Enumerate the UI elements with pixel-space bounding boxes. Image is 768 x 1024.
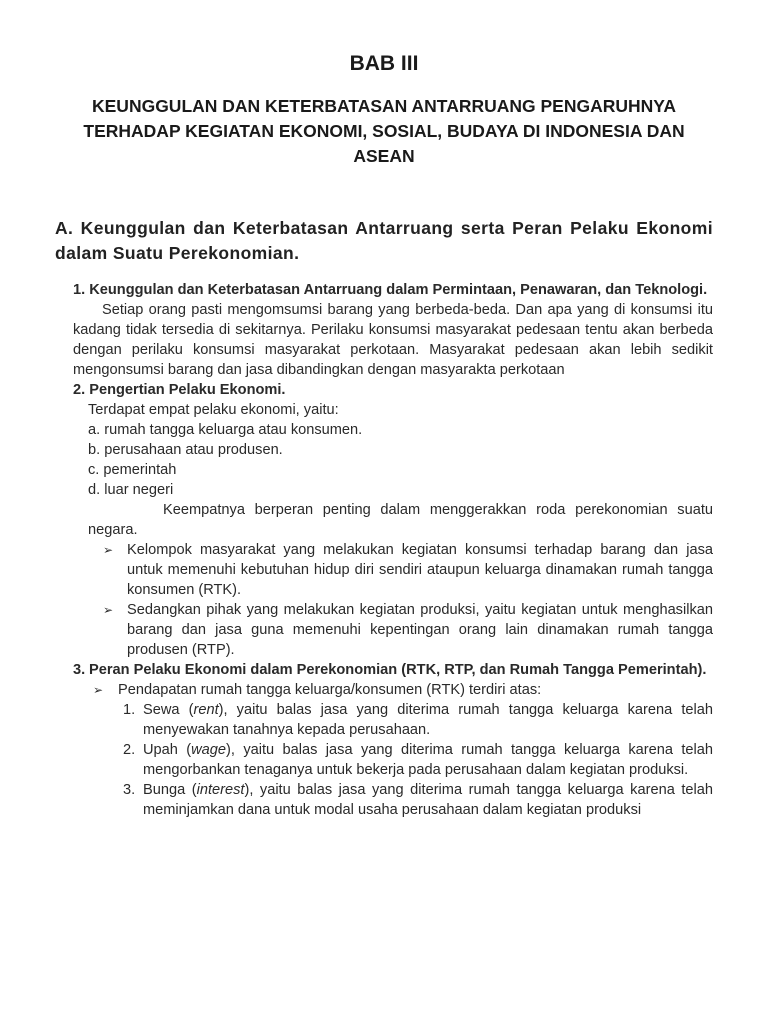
section-1-paragraph: Setiap orang pasti mengomsumsi barang yang berbeda-beda. Dan apa yang di konsumsi itu kadang tidak tersedia di sekitarnya. Perilaku konsumsi masyarakat pedesaan tentu akan berbeda dengan perilaku konsumsi masyarakat perkotaan. Masyarakat pedesaan akan lebih sedikit mengonsumsi barang dan jasa dibandingkan dengan masyarakta perkotaan	[73, 302, 713, 378]
item-text	[143, 700, 713, 740]
bullet-item	[73, 540, 713, 600]
list-item: a. rumah tangga keluarga atau konsumen.	[88, 422, 363, 438]
chapter-title: BAB III	[349, 52, 419, 75]
section-a-heading: A. Keunggulan dan Keterbatasan Antarruang serta Peran Pelaku Ekonomi dalam Suatu Perekonomian.	[55, 218, 713, 263]
item-post: ), yaitu balas jasa yang diterima rumah tangga keluarga karena telah mengorbankan tenaganya untuk bekerja pada perusahaan dalam kegiatan produksi.	[143, 742, 714, 778]
numbered-item	[73, 780, 713, 820]
item-text	[143, 740, 713, 780]
section-3-heading	[73, 660, 713, 680]
bullet-text: Sedangkan pihak yang melakukan kegiatan produksi, yaitu kegiatan untuk menghasilkan barang dan jasa guna memenuhi kepentingan orang lain dinamakan rumah tangga produsen (RTP).	[127, 602, 713, 658]
numbered-item	[73, 700, 713, 740]
section-1-heading: 1. Keunggulan dan Keterbatasan Antarruang dalam Permintaan, Penawaran, dan Teknologi.	[73, 282, 708, 298]
section-3-heading-text: Peran Pelaku Ekonomi dalam Perekonomian (RTK, RTP, dan Rumah Tangga Pemerintah).	[89, 662, 707, 678]
arrow-bullet-icon: ➢	[103, 603, 114, 617]
arrow-bullet-icon: ➢	[103, 543, 114, 557]
document-body	[73, 280, 713, 820]
item-number: 1.	[123, 702, 136, 718]
item-term: interest	[196, 782, 245, 798]
item-pre: Sewa (	[143, 702, 194, 718]
arrow-bullet-icon: ➢	[93, 683, 104, 697]
list-item: d. luar negeri	[88, 482, 174, 498]
chapter-subtitle: KEUNGGULAN DAN KETERBATASAN ANTARRUANG PENGARUHNYA TERHADAP KEGIATAN EKONOMI, SOSIAL, BUDAYA DI INDONESIA DAN ASEAN	[83, 96, 685, 166]
item-text	[143, 780, 713, 820]
bullet-text: Pendapatan rumah tangga keluarga/konsumen (RTK) terdiri atas:	[118, 682, 542, 698]
item-pre: Bunga (	[143, 782, 197, 798]
item-number: 3.	[123, 782, 136, 798]
section-2-intro: Terdapat empat pelaku ekonomi, yaitu:	[88, 402, 339, 418]
list-item: c. pemerintah	[88, 462, 177, 478]
bullet-item	[73, 680, 713, 700]
section-3-number: 3.	[73, 662, 86, 678]
item-number: 2.	[123, 742, 136, 758]
item-term: rent	[193, 702, 219, 718]
item-post: ), yaitu balas jasa yang diterima rumah tangga keluarga karena telah menyewakan tanahnya kepada perusahaan.	[143, 702, 713, 738]
item-pre: Upah (	[143, 742, 192, 758]
bullet-text: Kelompok masyarakat yang melakukan kegiatan konsumsi terhadap barang dan jasa untuk memenuhi kebutuhan hidup diri sendiri ataupun keluarga dinamakan rumah tangga konsumen (RTK).	[127, 542, 713, 598]
item-post: ), yaitu balas jasa yang diterima rumah tangga keluarga karena telah meminjamkan dana untuk modal usaha perusahaan dalam kegiatan produksi	[143, 782, 713, 818]
bullet-item	[73, 600, 713, 660]
item-term: wage	[191, 742, 227, 758]
numbered-item	[73, 740, 713, 780]
section-2-heading: 2. Pengertian Pelaku Ekonomi.	[73, 382, 286, 398]
list-item: b. perusahaan atau produsen.	[88, 442, 283, 458]
section-2-closing: Keempatnya berperan penting dalam menggerakkan roda perekonomian suatu negara.	[88, 502, 713, 538]
